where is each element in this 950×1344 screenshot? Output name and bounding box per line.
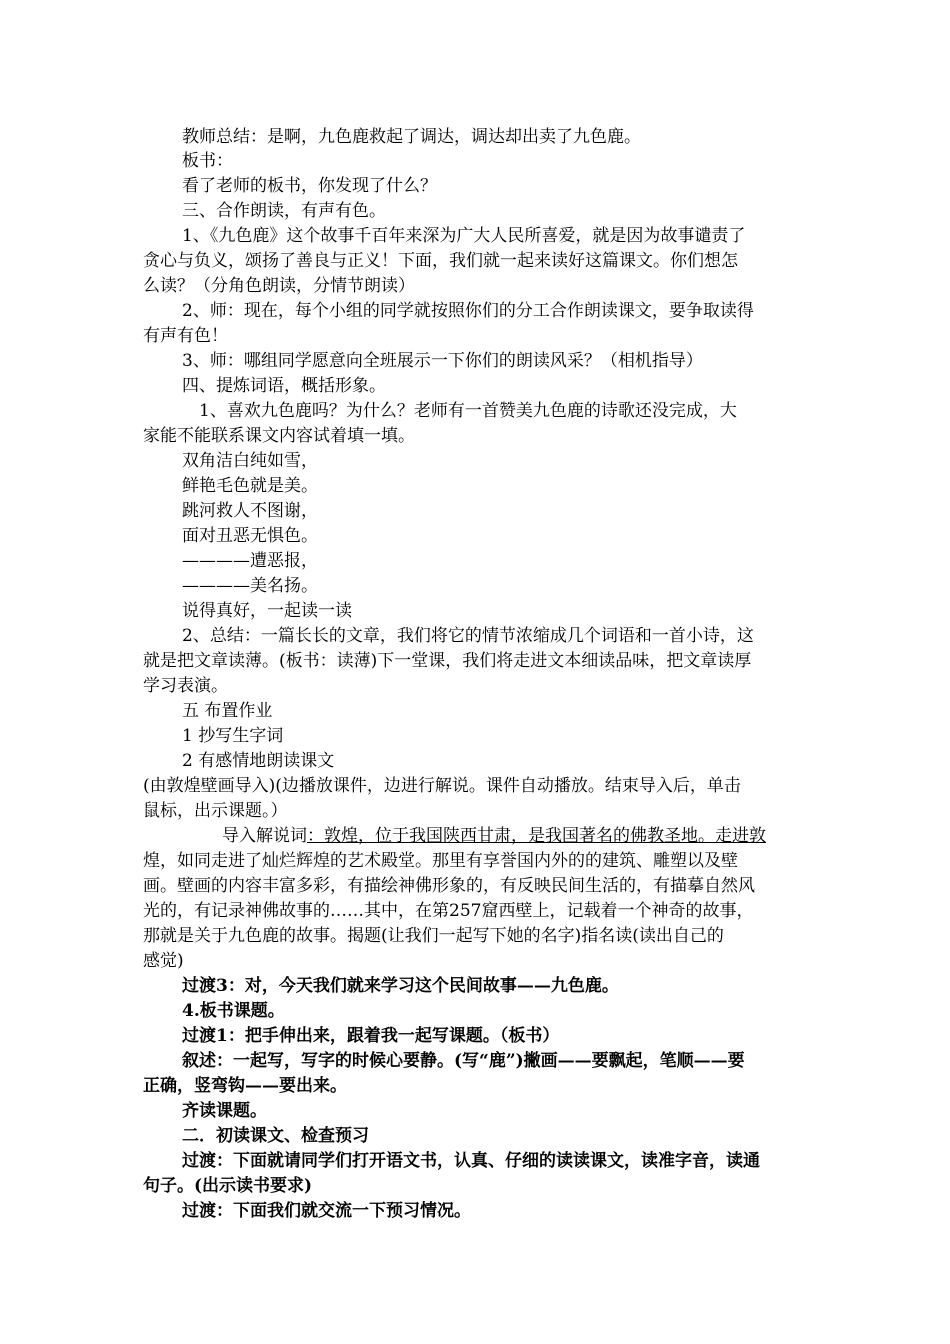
text-line: 板书： <box>182 151 233 171</box>
text-line: 过渡1：把手伸出来，跟着我一起写课题。（板书） <box>182 1026 560 1046</box>
section-heading: 二．初读课文、检查预习 <box>182 1126 369 1146</box>
text-line: 么读？（分角色朗读，分情节朗读） <box>143 276 415 296</box>
text-line: 光的，有记录神佛故事的……其中，在第257窟西壁上，记载着一个神奇的故事， <box>143 901 754 921</box>
text-line: 感觉) <box>143 951 184 971</box>
text-line: 正确，竖弯钩——要出来。 <box>143 1076 347 1096</box>
text-line: 4.板书课题。 <box>182 1001 285 1021</box>
text-line: 1、喜欢九色鹿吗？为什么？老师有一首赞美九色鹿的诗歌还没完成，大 <box>199 401 737 421</box>
text-line: 过渡：下面就请同学们打开语文书，认真、仔细的读读课文，读准字音，读通 <box>182 1151 760 1171</box>
text-line: 贪心与负义，颂扬了善良与正义！下面，我们就一起来读好这篇课文。你们想怎 <box>143 251 738 271</box>
text-line <box>222 824 810 848</box>
text-line: 三、合作朗读，有声有色。 <box>182 201 386 221</box>
text-line: (由敦煌壁画导入)(边播放课件，边进行解说。课件自动播放。结束导入后，单击 <box>143 776 741 796</box>
poem-line: 跳河救人不图谢， <box>182 501 318 521</box>
poem-line: 鲜艳毛色就是美。 <box>182 476 318 496</box>
text-line: 3、师：哪组同学愿意向全班展示一下你们的朗读风采？（相机指导） <box>182 351 703 371</box>
text-line: 说得真好，一起读一读 <box>182 601 352 621</box>
text-line: 有声有色！ <box>143 326 228 346</box>
text-line: 煌，如同走进了灿烂辉煌的艺术殿堂。那里有享誉国内外的的建筑、雕塑以及壁 <box>143 851 738 871</box>
text-line: 学习表演。 <box>143 676 228 696</box>
text-line: 句子。(出示读书要求) <box>143 1176 313 1196</box>
intro-label: 导入解说词 <box>222 826 307 846</box>
text-line: 1 抄写生字词 <box>182 726 284 746</box>
text-line: 教师总结：是啊，九色鹿救起了调达，调达却出卖了九色鹿。 <box>182 127 641 147</box>
text-line: 过渡3：对，今天我们就来学习这个民间故事——九色鹿。 <box>182 976 619 996</box>
poem-line: 双角洁白纯如雪， <box>182 451 318 471</box>
poem-line: 面对丑恶无惧色。 <box>182 526 318 546</box>
intro-text: ：敦煌，位于我国陕西甘肃，是我国著名的佛教圣地。走进敦 <box>307 826 766 846</box>
text-line: 鼠标，出示课题。） <box>143 801 288 821</box>
text-line: 2、总结：一篇长长的文章，我们将它的情节浓缩成几个词语和一首小诗，这 <box>182 626 754 646</box>
text-line: 过渡：下面我们就交流一下预习情况。 <box>182 1201 471 1221</box>
text-line: 画。壁画的内容丰富多彩，有描绘神佛形象的，有反映民间生活的，有描摹自然风 <box>143 876 755 896</box>
text-line: 家能不能联系课文内容试着填一填。 <box>143 426 415 446</box>
text-line: 2 有感情地朗读课文 <box>182 751 335 771</box>
text-line: 五 布置作业 <box>182 701 273 721</box>
text-line: 那就是关于九色鹿的故事。揭题(让我们一起写下她的名字)指名读(读出自己的 <box>143 926 724 946</box>
poem-line: ————美名扬。 <box>182 576 318 596</box>
text-line: 1、《九色鹿》这个故事千百年来深为广大人民所喜爱，就是因为故事谴责了 <box>182 226 746 246</box>
text-line: 叙述：一起写，写字的时候心要静。(写“鹿”)撇画——要飘起，笔顺——要 <box>182 1051 745 1071</box>
text-line: 就是把文章读薄。(板书：读薄)下一堂课，我们将走进文本细读品味，把文章读厚 <box>143 651 752 671</box>
text-line: 四、提炼词语，概括形象。 <box>182 376 386 396</box>
text-line: 2、师：现在，每个小组的同学就按照你们的分工合作朗读课文，要争取读得 <box>182 301 754 321</box>
text-line: 齐读课题。 <box>182 1101 267 1121</box>
text-line: 看了老师的板书，你发现了什么？ <box>182 176 437 196</box>
poem-line: ————遭恶报， <box>182 551 318 571</box>
